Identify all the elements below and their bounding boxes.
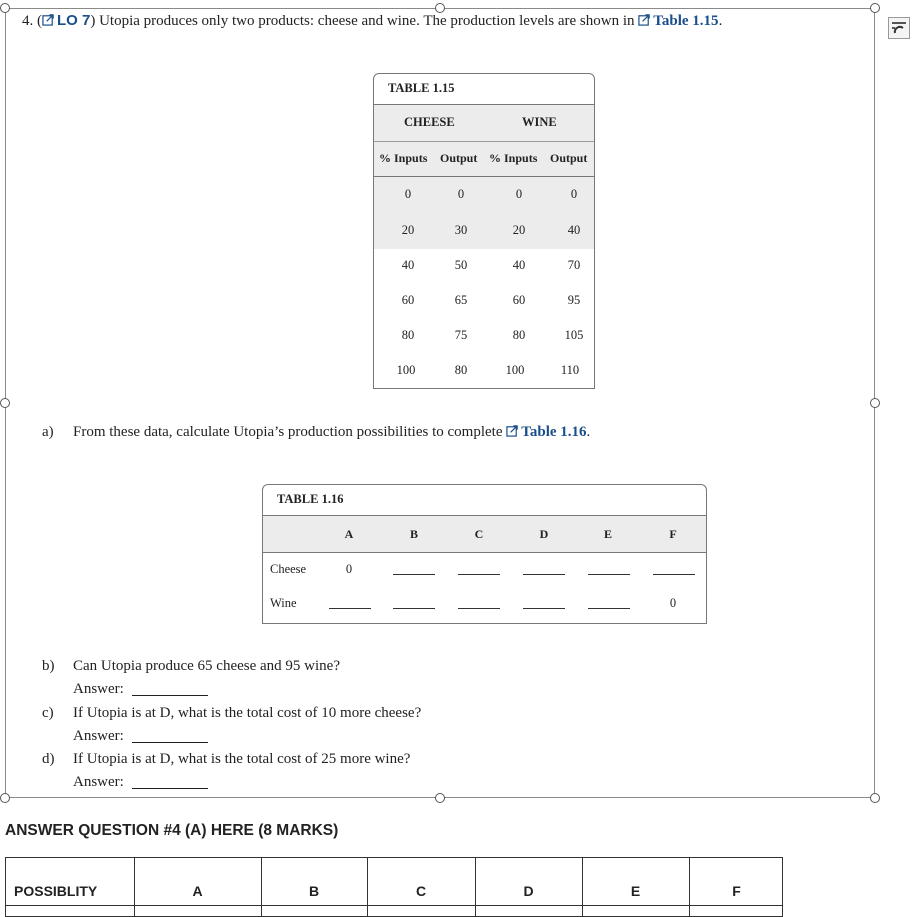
answer-blank[interactable] (588, 608, 630, 609)
grid-header: POSSIBLITY (14, 883, 98, 899)
column-header: E (603, 527, 612, 541)
external-link-icon[interactable] (638, 13, 651, 26)
table-cell: 40 (512, 258, 526, 272)
resize-handle-top-left[interactable] (0, 3, 10, 13)
table-cell: 110 (560, 363, 580, 377)
grid-header: F (732, 883, 741, 899)
table-cell: 80 (401, 328, 415, 342)
part-a-question: a) From these data, calculate Utopia’s production possibilities to complete Table 1.16. (42, 424, 591, 440)
table-cell: 20 (401, 223, 415, 237)
table-title: TABLE 1.16 (277, 492, 344, 506)
answer-blank[interactable] (393, 608, 435, 609)
table-cell: 40 (401, 258, 415, 272)
table-1-16-link[interactable]: Table 1.16 (521, 424, 587, 440)
group-header-wine: WINE (522, 115, 557, 129)
row-label-wine: Wine (270, 596, 297, 610)
resize-handle-bottom-right[interactable] (870, 793, 880, 803)
column-header: B (409, 527, 418, 541)
table-title: TABLE 1.15 (388, 81, 455, 95)
table-1-15-link[interactable]: Table 1.15 (653, 13, 719, 29)
grid-header: D (523, 883, 534, 899)
table-cell: 105 (564, 328, 584, 342)
answer-blank[interactable] (653, 574, 695, 575)
table-header (263, 515, 706, 553)
table-cell: 0 (457, 187, 465, 201)
column-header: A (344, 527, 354, 541)
table-cell: 0 (345, 562, 353, 576)
column-header: % Inputs (379, 151, 428, 165)
answer-blank[interactable] (393, 574, 435, 575)
column-header: % Inputs (489, 151, 538, 165)
part-c-answer: Answer: (73, 728, 208, 745)
row-label-cheese: Cheese (270, 562, 307, 576)
table-cell: 65 (454, 293, 468, 307)
part-b-answer: Answer: (73, 681, 208, 698)
grid-header: E (630, 883, 641, 899)
answer-blank[interactable] (132, 695, 208, 696)
table-cell: 95 (567, 293, 581, 307)
answer-blank[interactable] (132, 742, 208, 743)
answer-grid (5, 857, 783, 917)
part-d-question: d) If Utopia is at D, what is the total cost of 25 more wine? (42, 751, 411, 767)
layout-options-icon[interactable] (888, 17, 910, 39)
answer-blank[interactable] (523, 608, 565, 609)
column-header: F (669, 527, 677, 541)
table-cell: 100 (505, 363, 525, 377)
table-cell: 80 (512, 328, 526, 342)
table-cell: 75 (454, 328, 468, 342)
table-cell: 30 (454, 223, 468, 237)
column-header: D (539, 527, 549, 541)
resize-handle-top-right[interactable] (870, 3, 880, 13)
external-link-icon[interactable] (506, 424, 519, 437)
table-1-15 (373, 73, 595, 389)
question-text: 4. ( LO 7) Utopia produces only two products: cheese and wine. The production levels are shown in Table 1.15. (22, 12, 723, 29)
answer-heading: ANSWER QUESTION #4 (A) HERE (8 MARKS) (5, 822, 339, 839)
table-cell: 20 (512, 223, 526, 237)
answer-blank[interactable] (458, 608, 500, 609)
external-link-icon[interactable] (42, 13, 55, 26)
table-cell: 0 (515, 187, 523, 201)
grid-header: B (308, 883, 320, 899)
answer-blank[interactable] (132, 788, 208, 789)
answer-blank[interactable] (523, 574, 565, 575)
table-cell: 0 (570, 187, 578, 201)
answer-blank[interactable] (588, 574, 630, 575)
table-cell: 70 (567, 258, 581, 272)
part-d-answer: Answer: (73, 774, 208, 791)
table-cell: 100 (396, 363, 416, 377)
column-header: Output (440, 151, 478, 165)
table-cell: 40 (567, 223, 581, 237)
table-1-16 (262, 484, 707, 624)
table-cell: 60 (512, 293, 526, 307)
grid-header: A (192, 883, 203, 899)
column-header: C (474, 527, 484, 541)
column-header: Output (550, 151, 588, 165)
answer-blank[interactable] (458, 574, 500, 575)
part-c-question: c) If Utopia is at D, what is the total cost of 10 more cheese? (42, 705, 422, 721)
resize-handle-bottom-left[interactable] (0, 793, 10, 803)
table-cell: 0 (669, 596, 677, 610)
table-cell: 80 (454, 363, 468, 377)
part-b-question: b) Can Utopia produce 65 cheese and 95 wine? (42, 658, 340, 674)
group-header-cheese: CHEESE (404, 115, 455, 129)
table-cell: 0 (404, 187, 412, 201)
grid-header: C (415, 883, 427, 899)
resize-handle-bottom-center[interactable] (435, 793, 445, 803)
table-cell: 60 (401, 293, 415, 307)
learning-objective-link[interactable]: LO 7 (57, 12, 91, 29)
table-cell: 50 (454, 258, 468, 272)
resize-handle-middle-left[interactable] (0, 398, 10, 408)
resize-handle-middle-right[interactable] (870, 398, 880, 408)
answer-blank[interactable] (329, 608, 371, 609)
table-body (374, 176, 594, 388)
